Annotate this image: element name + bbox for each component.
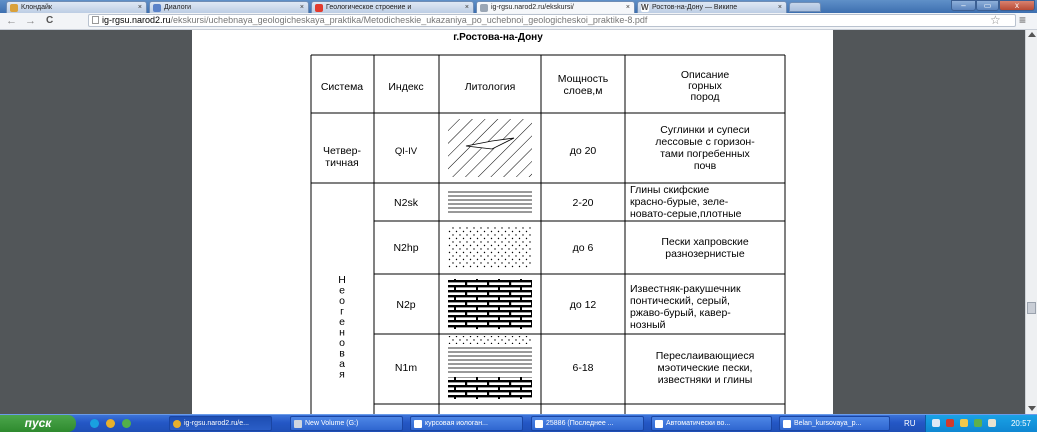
description-line: лессовые с горизон- bbox=[655, 136, 755, 148]
vertical-scrollbar[interactable] bbox=[1025, 30, 1037, 414]
close-window-button[interactable]: x bbox=[999, 0, 1035, 11]
language-indicator[interactable]: RU bbox=[904, 419, 916, 428]
yandex-icon bbox=[315, 4, 323, 12]
thickness-cell: до 6 bbox=[572, 242, 594, 254]
forward-button[interactable]: → bbox=[25, 15, 36, 27]
header-thickness: Мощность bbox=[557, 73, 609, 85]
taskbar-item-explorer[interactable] bbox=[290, 416, 403, 431]
tray-antivirus-icon[interactable] bbox=[946, 419, 954, 427]
close-tab-icon[interactable]: × bbox=[299, 4, 304, 11]
index-cell: N2p bbox=[396, 299, 416, 311]
system-neogene-letter: о bbox=[339, 295, 345, 307]
chrome-icon bbox=[173, 420, 181, 428]
word-doc-icon bbox=[783, 420, 791, 428]
page-icon bbox=[480, 4, 488, 12]
system-tray bbox=[925, 415, 1037, 432]
page-info-icon[interactable] bbox=[92, 16, 99, 24]
tab-label: Клондайк bbox=[21, 4, 52, 11]
header-system: Система bbox=[320, 81, 364, 93]
back-button[interactable]: ← bbox=[6, 15, 17, 27]
url-path: /ekskursi/uchebnaya_geologicheskaya_praktika/Metodicheskie_ukazaniya_po_uchebnoi_geologicheskoi_praktike-8.pdf bbox=[170, 15, 648, 25]
lithology-mixed-horizontal bbox=[448, 345, 532, 375]
page-heading: г.Ростова-на-Дону bbox=[453, 32, 543, 43]
description-line: разнозернистые bbox=[665, 248, 745, 260]
quicklaunch-checkmark-icon[interactable] bbox=[122, 419, 131, 428]
index-cell: QI-IV bbox=[394, 146, 418, 157]
tab-label: Ростов-на-Дону — Википе bbox=[652, 4, 738, 11]
close-tab-icon[interactable]: × bbox=[137, 4, 142, 11]
taskbar-item-word-3[interactable] bbox=[651, 416, 772, 431]
start-button[interactable] bbox=[0, 415, 76, 432]
taskbar-item-browser[interactable] bbox=[169, 416, 272, 431]
system-neogene-letter: г bbox=[340, 305, 344, 318]
header-lithology: Литология bbox=[464, 81, 516, 93]
url-host: ig-rgsu.narod2.ru bbox=[102, 15, 171, 25]
description-line: почв bbox=[693, 160, 717, 172]
thickness-cell: 2-20 bbox=[572, 197, 594, 209]
tray-flag-icon[interactable] bbox=[988, 419, 996, 427]
description-line: понтический, серый, bbox=[630, 295, 730, 307]
system-neogene-letter: я bbox=[339, 368, 345, 381]
tab-label: Геологическое строение и bbox=[326, 4, 412, 11]
header-thickness: слоев,м bbox=[563, 85, 603, 97]
bookmark-star-icon[interactable]: ☆ bbox=[990, 13, 1001, 27]
task-label: New Volume (G:) bbox=[305, 420, 359, 427]
tab-wikipedia[interactable] bbox=[637, 1, 787, 13]
tab-label: Диалоги bbox=[164, 4, 192, 11]
scroll-thumb[interactable] bbox=[1027, 302, 1036, 314]
description-line: Известняк-ракушечник bbox=[630, 283, 741, 295]
description-line: красно-бурые, зеле- bbox=[630, 196, 729, 208]
system-neogene-letter: н bbox=[339, 326, 345, 339]
close-tab-icon[interactable]: × bbox=[625, 4, 630, 11]
system-neogene-letter: е bbox=[339, 284, 345, 297]
quicklaunch-skype-icon[interactable] bbox=[90, 419, 99, 428]
description-line: Глины скифские bbox=[630, 184, 710, 196]
system-neogene-letter: а bbox=[339, 358, 345, 370]
description-line: новато-серые,плотные bbox=[630, 208, 742, 220]
lithology-mixed-brick bbox=[448, 377, 532, 399]
quicklaunch-chrome-icon[interactable] bbox=[106, 419, 115, 428]
klondike-icon bbox=[10, 4, 18, 12]
header-description: горных bbox=[688, 80, 722, 92]
taskbar-item-word-2[interactable] bbox=[531, 416, 644, 431]
thickness-cell: до 20 bbox=[569, 145, 597, 157]
tab-strip bbox=[0, 0, 1037, 13]
system-quaternary: Четвер- bbox=[323, 145, 361, 157]
scroll-up-arrow-icon[interactable] bbox=[1028, 32, 1036, 37]
menu-icon[interactable]: ≡ bbox=[1019, 13, 1027, 27]
header-description: пород bbox=[690, 91, 720, 103]
description-line: нозный bbox=[630, 319, 666, 331]
description-line: Пески хапровские bbox=[661, 236, 749, 248]
lithology-horizontal bbox=[448, 189, 532, 215]
index-cell: N1m bbox=[394, 362, 418, 374]
dialogs-icon bbox=[153, 4, 161, 12]
system-neogene-letter: о bbox=[339, 337, 345, 349]
tray-shield-icon[interactable] bbox=[974, 419, 982, 427]
system-quaternary: тичная bbox=[325, 157, 359, 169]
system-neogene-letter: е bbox=[339, 316, 345, 328]
windows-taskbar bbox=[0, 414, 1037, 432]
tab-dialogs[interactable] bbox=[149, 1, 309, 13]
tab-klondike[interactable] bbox=[6, 1, 147, 13]
browser-toolbar bbox=[0, 13, 1037, 30]
taskbar-item-word-4[interactable] bbox=[779, 416, 890, 431]
pdf-viewer[interactable] bbox=[0, 30, 1037, 414]
description-line: мэотические пески, bbox=[657, 362, 753, 374]
word-doc-icon bbox=[655, 420, 663, 428]
task-label: ig-rgsu.narod2.ru/e... bbox=[184, 420, 249, 427]
tab-label: ig-rgsu.narod2.ru/ekskursi/ bbox=[491, 4, 574, 11]
system-neogene bbox=[338, 274, 346, 381]
restore-button[interactable]: ▭ bbox=[976, 0, 999, 11]
description-line: Переслаивающиеся bbox=[655, 350, 755, 362]
description-line: известняки и глины bbox=[657, 374, 753, 386]
reload-button[interactable]: C bbox=[46, 15, 54, 26]
drive-icon bbox=[294, 420, 302, 428]
wikipedia-icon: W bbox=[641, 3, 649, 12]
clock: 20:57 bbox=[1010, 419, 1031, 428]
task-label: 25886 (Последнее ... bbox=[546, 420, 614, 427]
thickness-cell: до 12 bbox=[569, 299, 597, 311]
system-neogene-letter: Н bbox=[338, 274, 346, 286]
description-line: ржаво-бурый, кавер- bbox=[630, 307, 731, 319]
header-description: Описание bbox=[680, 69, 730, 81]
lithology-dots bbox=[448, 227, 532, 269]
description-line: Суглинки и супеси bbox=[660, 124, 750, 136]
tray-volume-icon[interactable] bbox=[960, 419, 968, 427]
pdf-page bbox=[192, 30, 833, 414]
close-tab-icon[interactable]: × bbox=[464, 4, 469, 11]
task-label: курсовая иологан... bbox=[425, 420, 488, 427]
start-label: пуск bbox=[24, 416, 52, 430]
word-doc-icon bbox=[414, 420, 422, 428]
word-doc-icon bbox=[535, 420, 543, 428]
lithology-mixed-dots bbox=[448, 336, 532, 344]
system-neogene-letter: в bbox=[339, 347, 345, 360]
task-label: Belan_kursovaya_p... bbox=[794, 420, 862, 427]
close-tab-icon[interactable]: × bbox=[777, 4, 782, 11]
tray-network-icon[interactable] bbox=[932, 419, 940, 427]
header-index: Индекс bbox=[388, 81, 424, 93]
description-line: тами погребенных bbox=[660, 148, 750, 160]
lithology-brick bbox=[448, 279, 532, 329]
minimize-button[interactable]: – bbox=[951, 0, 976, 11]
geologic-column-table bbox=[192, 30, 833, 414]
tab-geology-yandex[interactable] bbox=[311, 1, 474, 13]
index-cell: N2sk bbox=[394, 197, 418, 209]
index-cell: N2hp bbox=[393, 242, 419, 254]
thickness-cell: 6-18 bbox=[572, 362, 594, 374]
task-label: Автоматически во... bbox=[666, 420, 731, 427]
scroll-down-arrow-icon[interactable] bbox=[1028, 406, 1036, 411]
address-bar[interactable] bbox=[88, 14, 1016, 27]
taskbar-item-word-1[interactable] bbox=[410, 416, 523, 431]
new-tab-button[interactable] bbox=[789, 2, 821, 12]
